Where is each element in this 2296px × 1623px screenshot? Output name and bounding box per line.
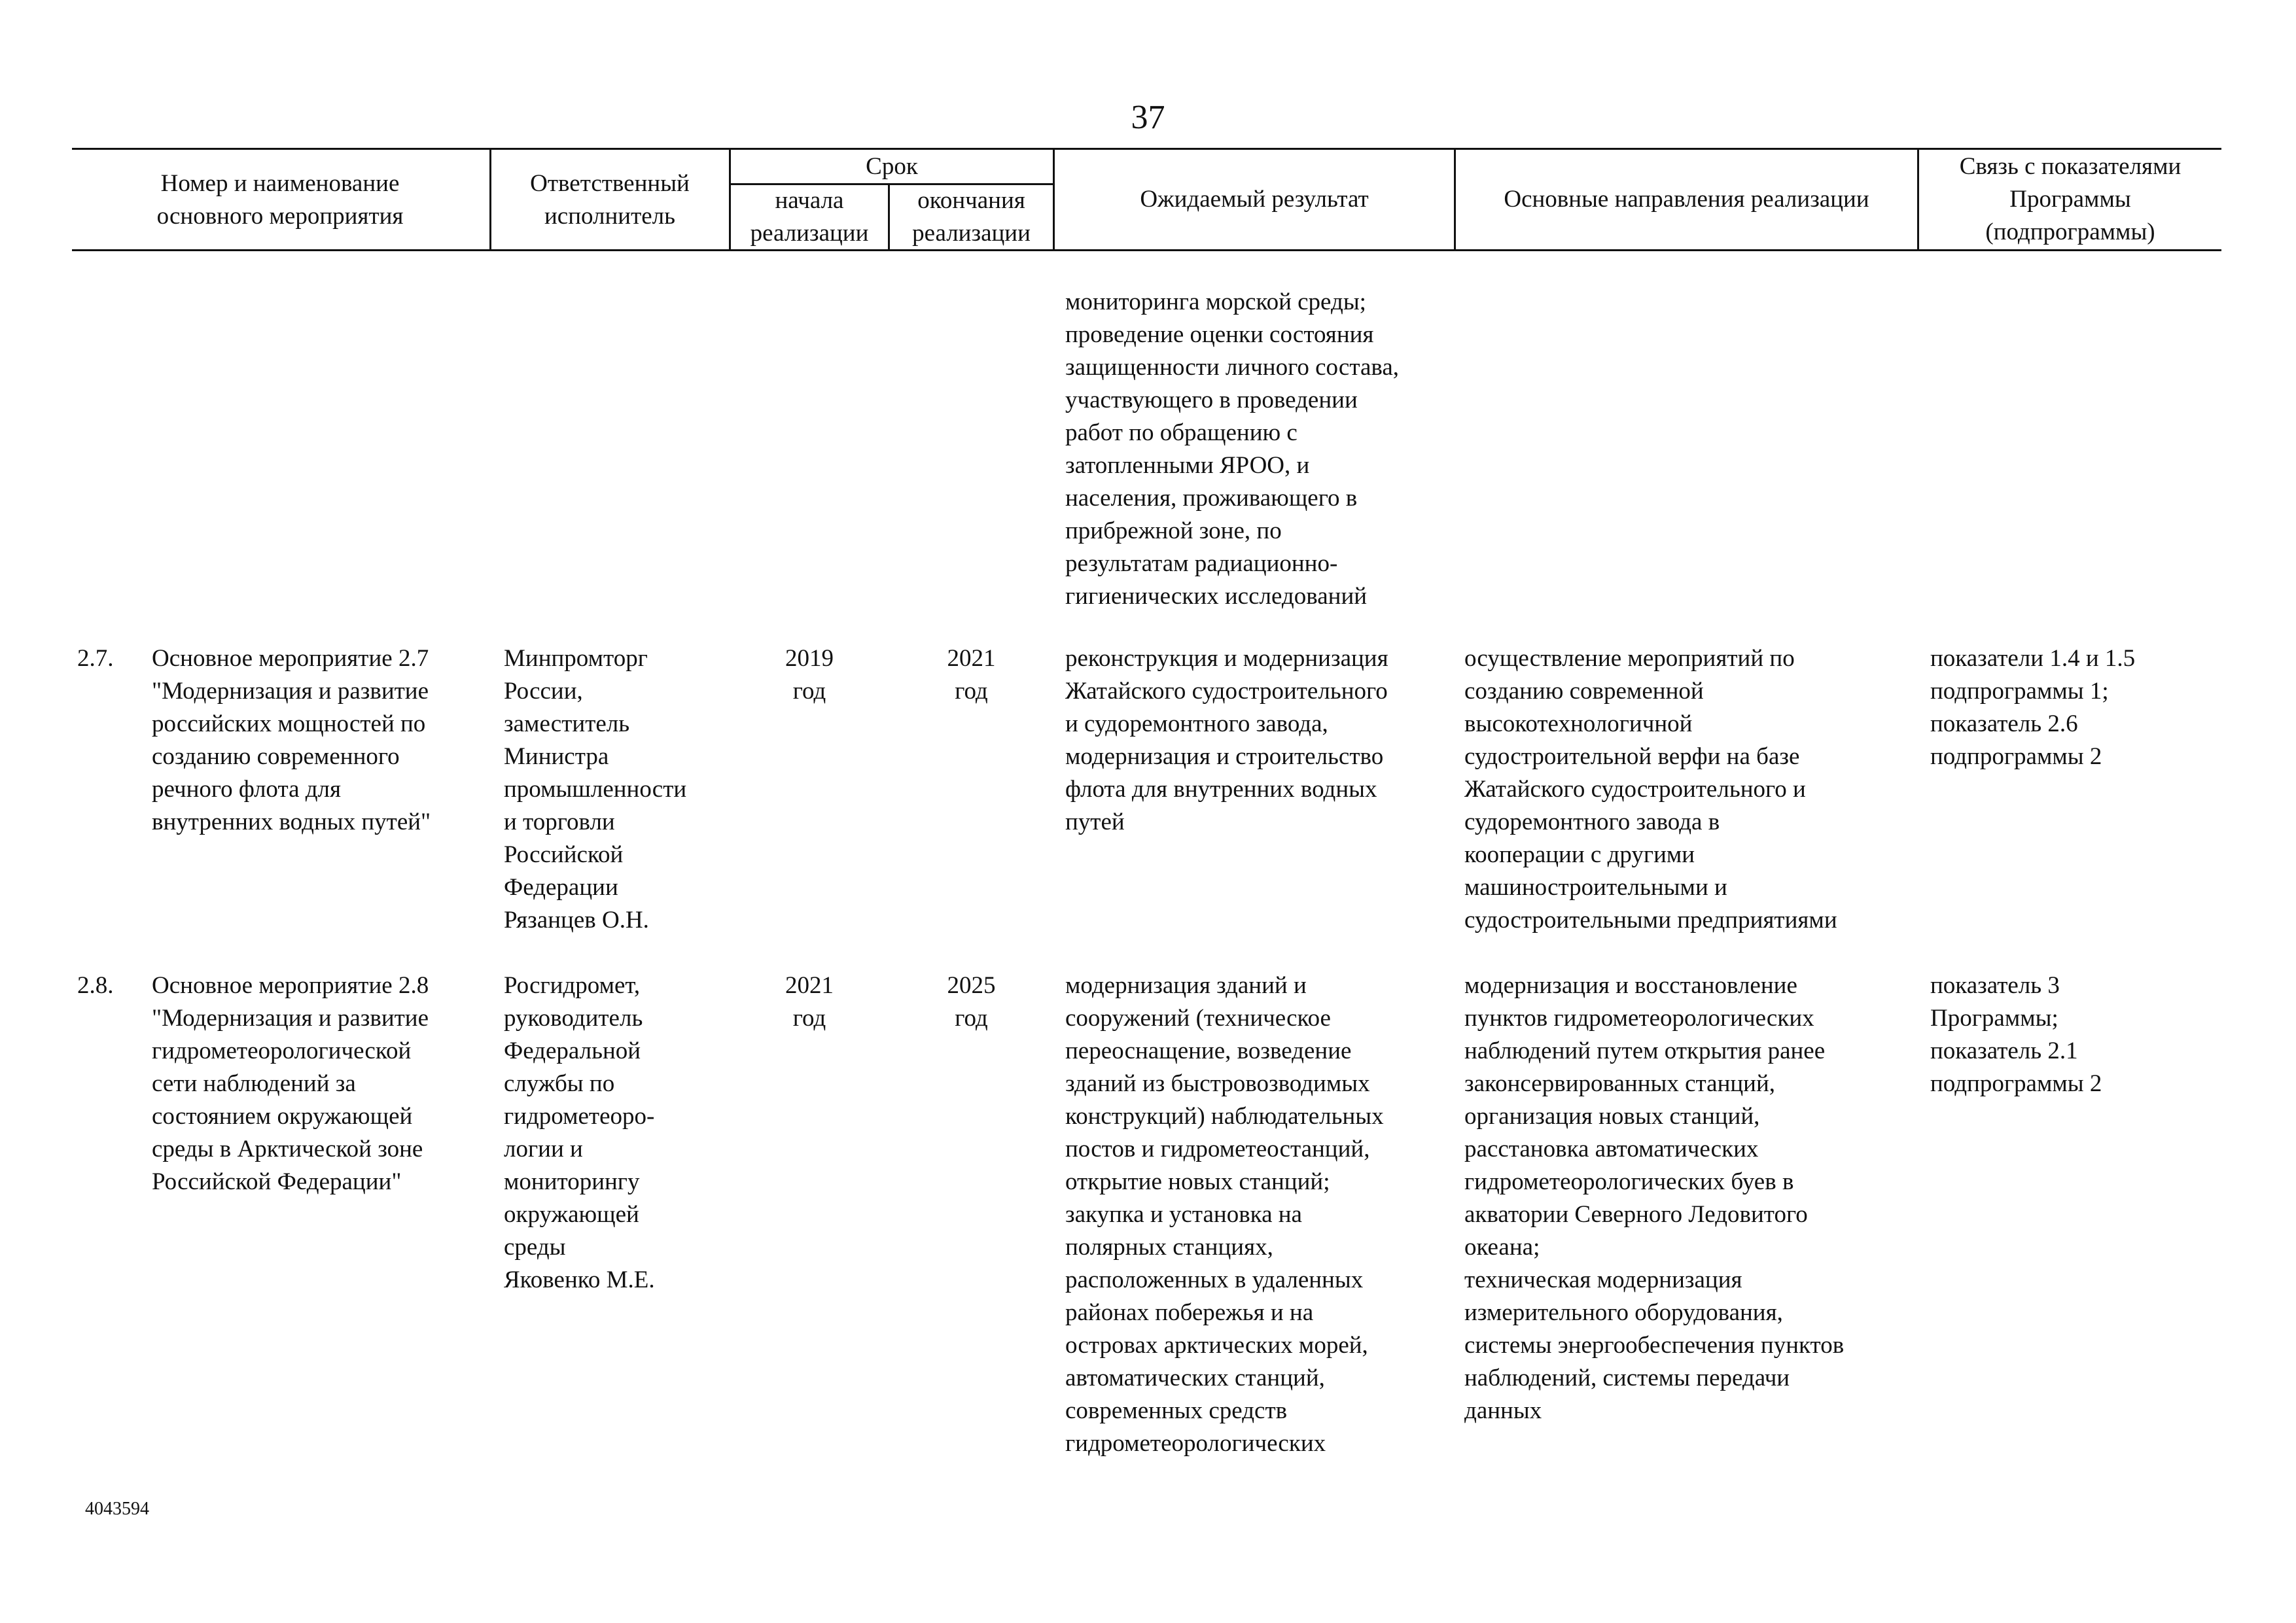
row-start: 2019 год — [785, 645, 834, 705]
row-end: 2021 год — [947, 645, 996, 705]
row-start: 2021 год — [785, 972, 834, 1032]
continuation-result: мониторинга морской среды; проведение оценки состояния защищенности личного состава, участвующего в проведении работ по обращению с затопленными ЯРОО, и населения, проживающего в прибрежной зоне, по результатам радиационно- гигиенических исследований — [1065, 288, 1400, 610]
row-end: 2025 год — [947, 972, 996, 1032]
header-end: окончания реализации — [912, 187, 1031, 247]
row-executor: Минпромторг России, заместитель Министра промышленности и торговли Российской Федерации Рязанцев О.Н. — [504, 645, 687, 934]
row-name: Основное мероприятие 2.8 "Модернизация и развитие гидрометеорологической сети наблюдений за состоянием окружающей среды в Арктической зоне Российской Федерации" — [152, 972, 429, 1195]
row-result: модернизация зданий и сооружений (техническое переоснащение, возведение зданий из быстровозводимых конструкций) наблюдательных постов и гидрометеостанций, открытие новых станций; закупка и установка на полярных станциях, расположенных в удаленных районах побережья и на островах арктических морей, автоматических станций, современных средств гидрометеорологических — [1065, 972, 1384, 1457]
header-top-rule — [72, 148, 1570, 150]
row-link: показатели 1.4 и 1.5 подпрограммы 1; показатель 2.6 подпрограммы 2 — [1930, 645, 2136, 770]
row-link: показатель 3 Программы; показатель 2.1 подпрограммы 2 — [1930, 972, 2102, 1097]
row-number: 2.7. — [77, 645, 114, 672]
row-directions: осуществление мероприятий по созданию современной высокотехнологичной судостроительной верфи на базе Жатайского судостроительного и судоремонтного завода в кооперации с другими машиностроительными и судостроительными предприятиями — [1464, 645, 1837, 934]
row-executor: Росгидромет, руководитель Федеральной службы по гидрометеоро- логии и мониторингу окружающей среды Яковенко М.Е. — [504, 972, 655, 1293]
document-id: 4043594 — [85, 1499, 149, 1519]
header-start: начала реализации — [750, 187, 869, 247]
header-top-rule-right — [1917, 148, 2221, 150]
header-term: Срок — [866, 153, 918, 180]
header-name: Номер и наименование основного мероприятия — [156, 170, 404, 230]
header-result: Ожидаемый результат — [1140, 186, 1369, 213]
header-executor: Ответственный исполнитель — [530, 170, 690, 230]
header-bottom-rule — [72, 249, 2221, 251]
row-directions: модернизация и восстановление пунктов гидрометеорологических наблюдений путем открытия ранее законсервированных станций, организация новых станций, расстановка автоматических гидрометеорологических буев в акватории Северного Ледовитого океана; техническая модернизация измерительного оборудования, системы энергообеспечения пунктов наблюдений, системы передачи данных — [1464, 972, 1845, 1424]
row-name: Основное мероприятие 2.7 "Модернизация и развитие российских мощностей по созданию современного речного флота для внутренних водных путей" — [152, 645, 431, 835]
row-number: 2.8. — [77, 972, 114, 999]
header-link: Связь с показателями Программы (подпрограммы) — [1959, 153, 2181, 245]
row-result: реконструкция и модернизация Жатайского судостроительного и судоремонтного завода, модернизация и строительство флота для внутренних водных путей — [1065, 645, 1388, 835]
header-top-rule-mid — [1570, 148, 1917, 150]
header-directions: Основные направления реализации — [1504, 186, 1869, 213]
page-number: 37 — [1131, 99, 1165, 136]
